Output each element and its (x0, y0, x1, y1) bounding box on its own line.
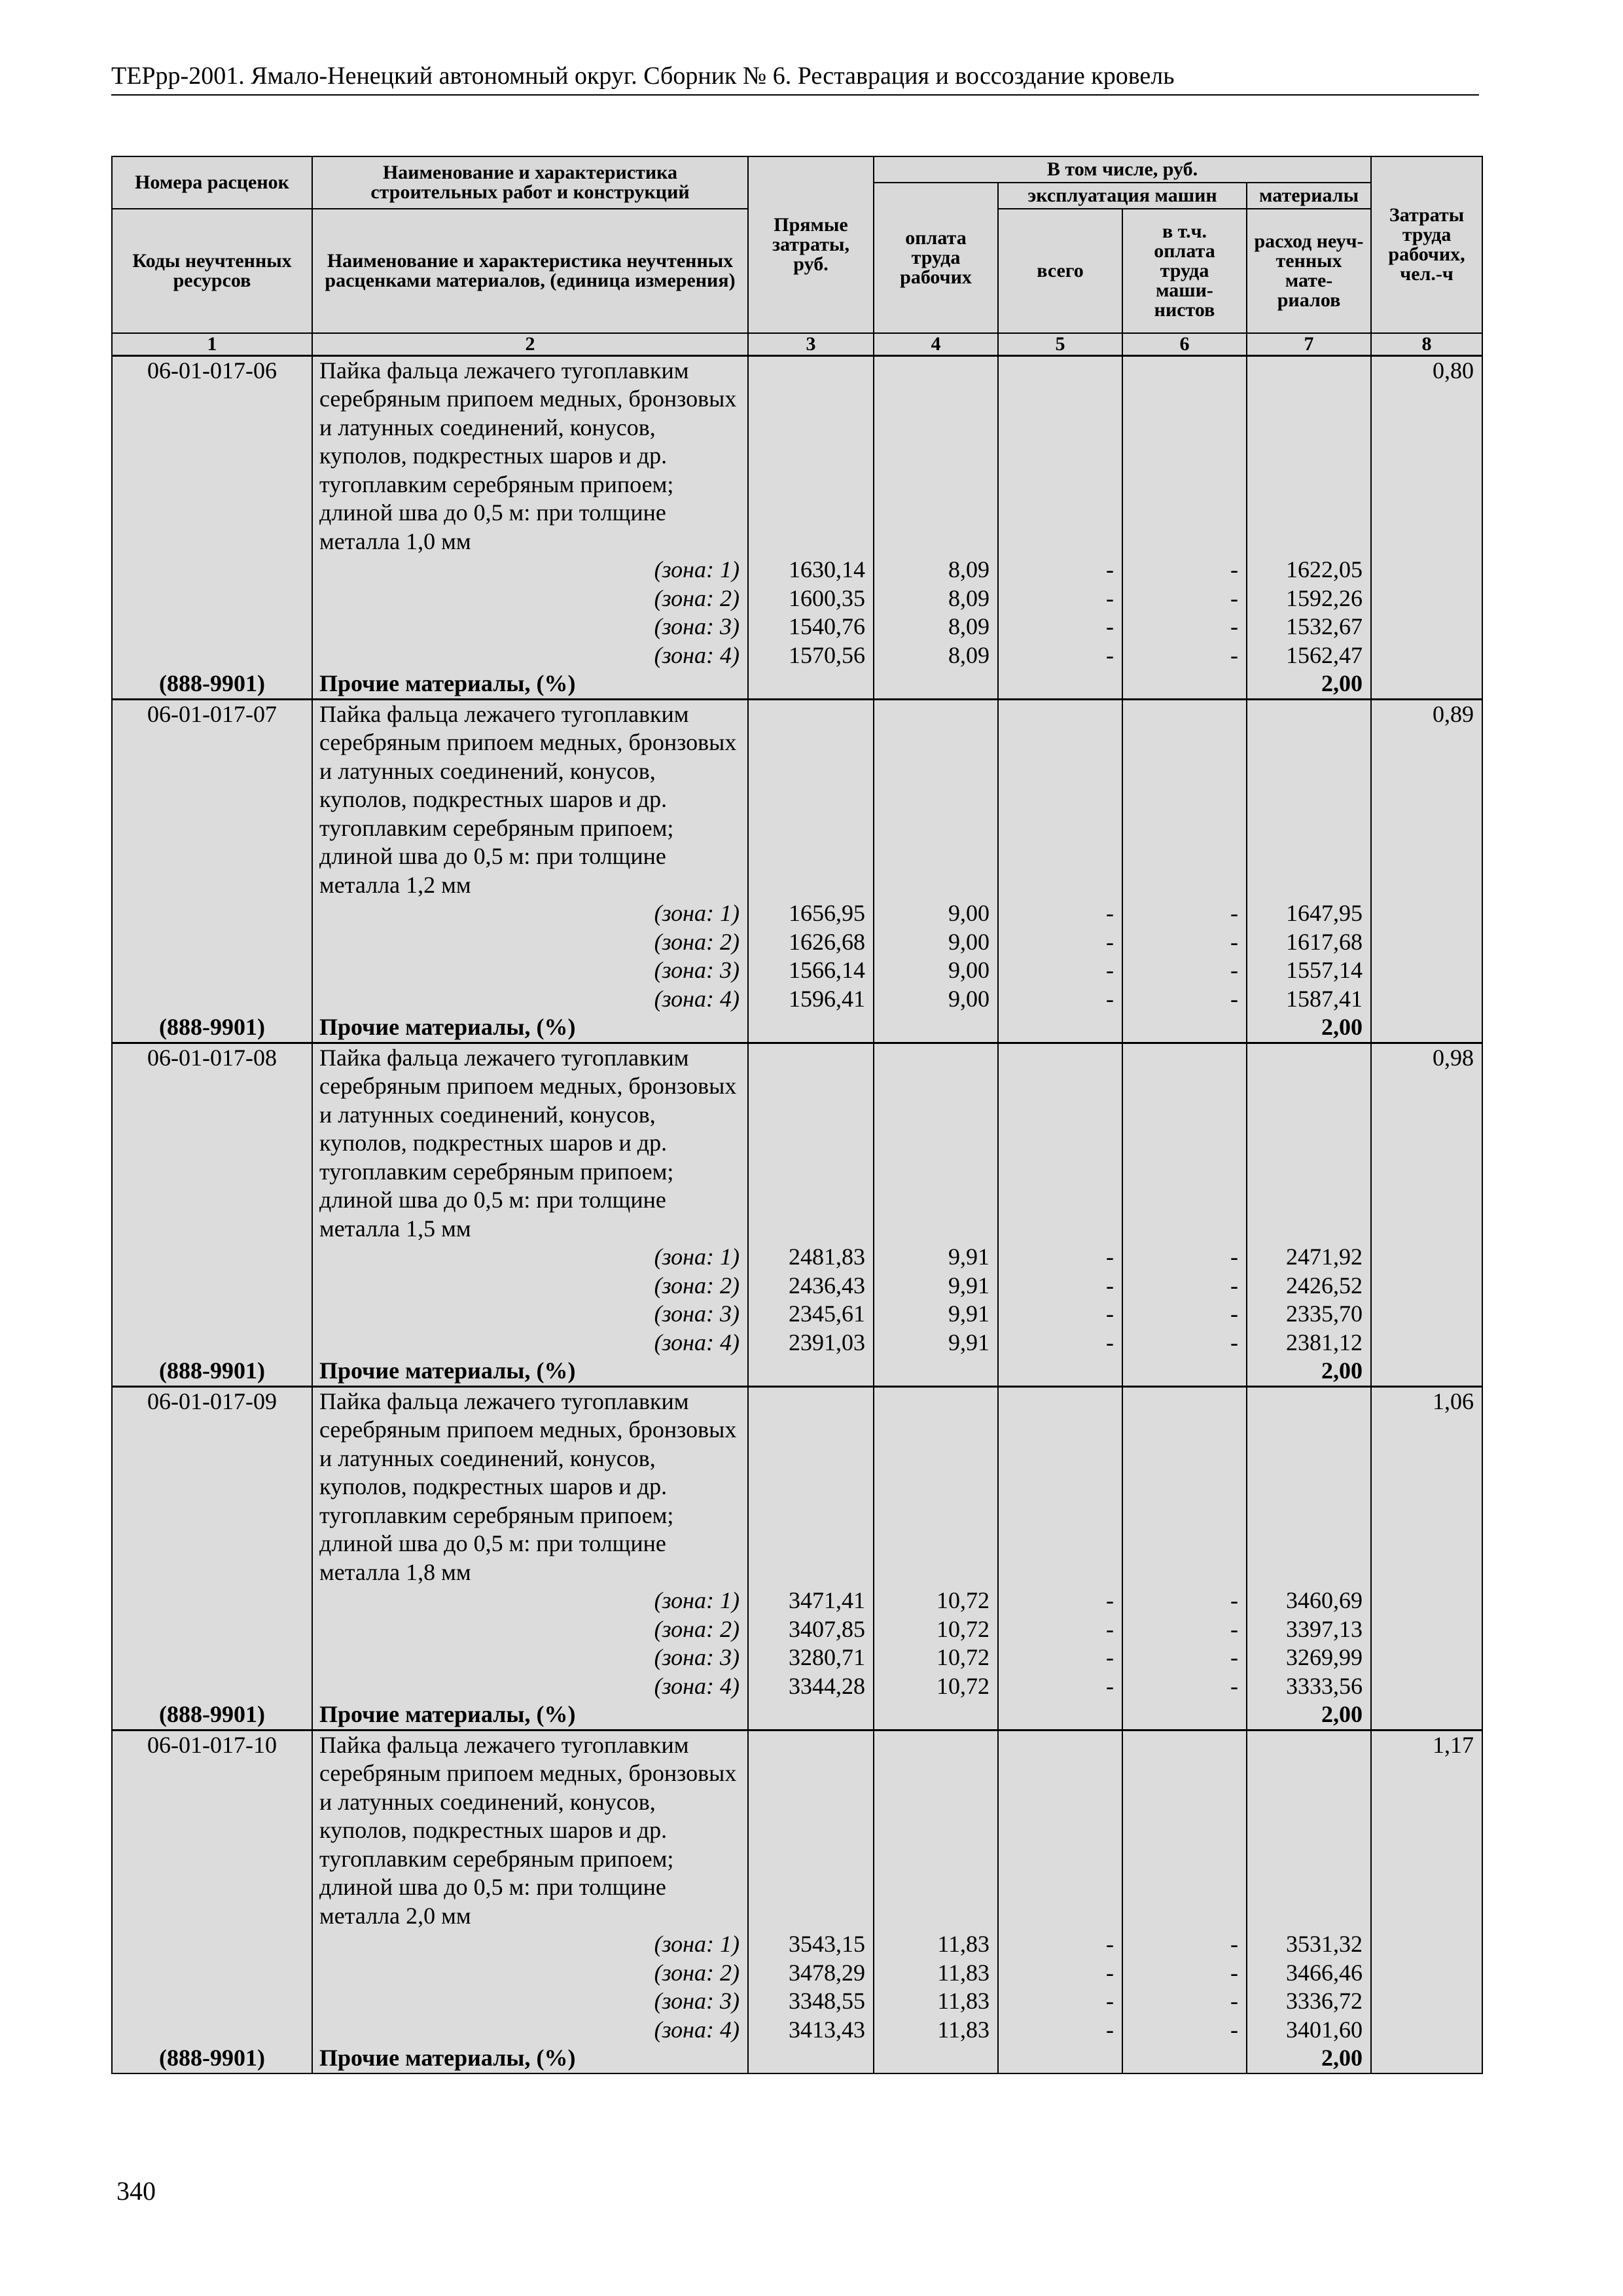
rate-code: 06-01-017-07 (112, 699, 312, 899)
empty-cell (874, 670, 998, 699)
empty-cell (1247, 1386, 1371, 1587)
materials-value: 1587,41 (1247, 985, 1371, 1014)
empty-cell (748, 1043, 874, 1243)
empty-cell (1371, 956, 1482, 985)
empty-cell (1371, 1587, 1482, 1615)
zone-label: (зона: 4) (312, 2016, 748, 2045)
materials-value: 2335,70 (1247, 1300, 1371, 1329)
empty-cell (112, 1987, 312, 2016)
zone-row (112, 2016, 1482, 2045)
empty-cell (1371, 1013, 1482, 1043)
labor-pay-value: 9,00 (874, 899, 998, 928)
empty-cell (748, 1700, 874, 1730)
empty-cell (874, 1357, 998, 1386)
zone-label: (зона: 1) (312, 1243, 748, 1272)
other-materials-row (112, 1013, 1482, 1043)
zone-label: (зона: 2) (312, 928, 748, 957)
zone-row (112, 1959, 1482, 1988)
zone-label: (зона: 2) (312, 1272, 748, 1300)
machine-total-value: - (998, 1329, 1122, 1357)
rate-description: Пайка фальца лежачего тугоплавким серебряным припоем медных, бронзовых и латунных соединений, конусов, куполов, подкрестных шаров и др. тугоплавким серебряным припоем; длиной шва до 0,5 м: при толщине металла 1,2 мм (312, 699, 748, 899)
column-index: 6 (1122, 333, 1247, 355)
page-header (111, 58, 1479, 96)
labor-pay-value: 9,00 (874, 956, 998, 985)
direct-costs-value: 1570,56 (748, 641, 874, 670)
machine-total-value: - (998, 1272, 1122, 1300)
empty-cell (1247, 699, 1371, 899)
zone-row (112, 1300, 1482, 1329)
rate-description: Пайка фальца лежачего тугоплавким серебряным припоем медных, бронзовых и латунных соединений, конусов, куполов, подкрестных шаров и др. тугоплавким серебряным припоем; длиной шва до 0,5 м: при толщине металла 1,5 мм (312, 1043, 748, 1243)
machine-total-value: - (998, 1243, 1122, 1272)
empty-cell (1371, 1357, 1482, 1386)
empty-cell (998, 1357, 1122, 1386)
empty-cell (112, 1587, 312, 1615)
labor-pay-value: 10,72 (874, 1672, 998, 1701)
labor-pay-value: 11,83 (874, 1987, 998, 2016)
empty-cell (1122, 699, 1247, 899)
rate-code: 06-01-017-10 (112, 1730, 312, 1930)
column-index: 1 (112, 333, 312, 355)
header-unaccounted-consumption: расход неуч-тенных мате-риалов (1247, 209, 1371, 333)
zone-row (112, 985, 1482, 1014)
empty-cell (1371, 1643, 1482, 1672)
empty-cell (1371, 1243, 1482, 1272)
direct-costs-value: 3407,85 (748, 1615, 874, 1644)
resource-code: (888-9901) (112, 670, 312, 699)
materials-value: 3460,69 (1247, 1587, 1371, 1615)
empty-cell (998, 355, 1122, 556)
materials-value: 3531,32 (1247, 1930, 1371, 1959)
machine-total-value: - (998, 1672, 1122, 1701)
direct-costs-value: 2345,61 (748, 1300, 874, 1329)
machinist-pay-value: - (1122, 613, 1247, 641)
machine-total-value: - (998, 1300, 1122, 1329)
rate-description: Пайка фальца лежачего тугоплавким серебряным припоем медных, бронзовых и латунных соединений, конусов, куполов, подкрестных шаров и др. тугоплавким серебряным припоем; длиной шва до 0,5 м: при толщине металла 1,8 мм (312, 1386, 748, 1587)
empty-cell (1122, 1357, 1247, 1386)
empty-cell (1371, 1300, 1482, 1329)
empty-cell (998, 670, 1122, 699)
empty-cell (1122, 670, 1247, 699)
labor-pay-value: 9,00 (874, 928, 998, 957)
materials-value: 3397,13 (1247, 1615, 1371, 1644)
direct-costs-value: 2436,43 (748, 1272, 874, 1300)
labor-costs-value: 1,06 (1371, 1386, 1482, 1587)
zone-label: (зона: 3) (312, 956, 748, 985)
empty-cell (874, 2044, 998, 2073)
machine-total-value: - (998, 641, 1122, 670)
machine-total-value: - (998, 1987, 1122, 2016)
other-materials-label: Прочие материалы, (%) (312, 2044, 748, 2073)
zone-label: (зона: 4) (312, 641, 748, 670)
machine-total-value: - (998, 1930, 1122, 1959)
collection-title: ТЕРрр-2001. Ямало-Ненецкий автономный округ. Сборник № 6. Реставрация и воссоздание кровель (111, 62, 1175, 90)
zone-row (112, 928, 1482, 957)
empty-cell (1122, 1700, 1247, 1730)
materials-value: 1617,68 (1247, 928, 1371, 957)
zone-label: (зона: 4) (312, 985, 748, 1014)
labor-costs-value: 1,17 (1371, 1730, 1482, 1930)
machine-total-value: - (998, 2016, 1122, 2045)
other-materials-row (112, 1700, 1482, 1730)
materials-value: 3401,60 (1247, 2016, 1371, 2045)
rate-entry-row (112, 1043, 1482, 1243)
zone-label: (зона: 1) (312, 1587, 748, 1615)
direct-costs-value: 1566,14 (748, 956, 874, 985)
materials-value: 1562,47 (1247, 641, 1371, 670)
machine-total-value: - (998, 1959, 1122, 1988)
header-machine-operation: эксплуатация машин (998, 183, 1247, 209)
machinist-pay-value: - (1122, 956, 1247, 985)
empty-cell (998, 699, 1122, 899)
zone-label: (зона: 2) (312, 1959, 748, 1988)
resource-code: (888-9901) (112, 1700, 312, 1730)
machinist-pay-value: - (1122, 1329, 1247, 1357)
empty-cell (112, 899, 312, 928)
direct-costs-value: 3478,29 (748, 1959, 874, 1988)
labor-pay-value: 10,72 (874, 1615, 998, 1644)
column-index: 2 (312, 333, 748, 355)
empty-cell (1371, 2044, 1482, 2073)
zone-label: (зона: 3) (312, 1300, 748, 1329)
other-materials-label: Прочие материалы, (%) (312, 670, 748, 699)
empty-cell (748, 1386, 874, 1587)
empty-cell (1371, 2016, 1482, 2045)
column-index: 7 (1247, 333, 1371, 355)
empty-cell (1247, 1730, 1371, 1930)
empty-cell (1371, 985, 1482, 1014)
machine-total-value: - (998, 1587, 1122, 1615)
empty-cell (112, 1329, 312, 1357)
direct-costs-value: 3543,15 (748, 1930, 874, 1959)
direct-costs-value: 1540,76 (748, 613, 874, 641)
other-materials-value: 2,00 (1247, 1700, 1371, 1730)
empty-cell (1371, 1959, 1482, 1988)
labor-pay-value: 8,09 (874, 641, 998, 670)
empty-cell (748, 1730, 874, 1930)
machine-total-value: - (998, 556, 1122, 584)
labor-costs-value: 0,89 (1371, 699, 1482, 899)
machine-total-value: - (998, 928, 1122, 957)
zone-label: (зона: 2) (312, 584, 748, 613)
empty-cell (1371, 1930, 1482, 1959)
empty-cell (1371, 1329, 1482, 1357)
empty-cell (748, 355, 874, 556)
machine-total-value: - (998, 1643, 1122, 1672)
empty-cell (1122, 1730, 1247, 1930)
machinist-pay-value: - (1122, 899, 1247, 928)
empty-cell (112, 2016, 312, 2045)
header-resource-codes: Коды неучтенных ресурсов (112, 209, 312, 333)
machinist-pay-value: - (1122, 641, 1247, 670)
header-labor-pay: оплата труда рабочих (874, 183, 998, 333)
labor-pay-value: 8,09 (874, 584, 998, 613)
rate-entry-row (112, 355, 1482, 556)
direct-costs-value: 3413,43 (748, 2016, 874, 2045)
other-materials-value: 2,00 (1247, 670, 1371, 699)
zone-label: (зона: 1) (312, 1930, 748, 1959)
header-including: В том числе, руб. (874, 156, 1371, 183)
zone-row (112, 613, 1482, 641)
zone-row (112, 1987, 1482, 2016)
machinist-pay-value: - (1122, 1672, 1247, 1701)
header-direct-costs: Прямые затраты, руб. (748, 156, 874, 333)
machinist-pay-value: - (1122, 1987, 1247, 2016)
labor-pay-value: 10,72 (874, 1587, 998, 1615)
other-materials-row (112, 670, 1482, 699)
resource-code: (888-9901) (112, 1357, 312, 1386)
zone-row (112, 1672, 1482, 1701)
empty-cell (1122, 355, 1247, 556)
zone-row (112, 556, 1482, 584)
machine-total-value: - (998, 584, 1122, 613)
direct-costs-value: 3471,41 (748, 1587, 874, 1615)
column-index: 4 (874, 333, 998, 355)
empty-cell (1371, 899, 1482, 928)
empty-cell (1122, 2044, 1247, 2073)
empty-cell (1371, 1272, 1482, 1300)
empty-cell (874, 355, 998, 556)
materials-value: 1622,05 (1247, 556, 1371, 584)
column-index-row (112, 333, 1482, 355)
other-materials-value: 2,00 (1247, 1013, 1371, 1043)
zone-row (112, 956, 1482, 985)
materials-value: 1647,95 (1247, 899, 1371, 928)
other-materials-label: Прочие материалы, (%) (312, 1700, 748, 1730)
empty-cell (1371, 613, 1482, 641)
direct-costs-value: 1626,68 (748, 928, 874, 957)
materials-value: 2381,12 (1247, 1329, 1371, 1357)
empty-cell (1122, 1386, 1247, 1587)
direct-costs-value: 1596,41 (748, 985, 874, 1014)
empty-cell (112, 641, 312, 670)
direct-costs-value: 2391,03 (748, 1329, 874, 1357)
empty-cell (112, 1300, 312, 1329)
zone-row (112, 1587, 1482, 1615)
machine-total-value: - (998, 613, 1122, 641)
empty-cell (874, 1013, 998, 1043)
direct-costs-value: 3344,28 (748, 1672, 874, 1701)
zone-label: (зона: 3) (312, 1987, 748, 2016)
materials-value: 3466,46 (1247, 1959, 1371, 1988)
machinist-pay-value: - (1122, 1930, 1247, 1959)
header-unaccounted-materials: Наименование и характеристика неучтенных расценками материалов, (единица измерения) (312, 209, 748, 333)
empty-cell (1371, 1700, 1482, 1730)
header-labor-costs: Затраты труда рабочих, чел.-ч (1371, 156, 1482, 333)
machinist-pay-value: - (1122, 1272, 1247, 1300)
labor-pay-value: 8,09 (874, 556, 998, 584)
rate-code: 06-01-017-08 (112, 1043, 312, 1243)
column-index: 3 (748, 333, 874, 355)
header-machinist-pay: в т.ч. оплата труда маши-нистов (1122, 209, 1247, 333)
empty-cell (1371, 641, 1482, 670)
empty-cell (112, 1672, 312, 1701)
machinist-pay-value: - (1122, 1243, 1247, 1272)
rates-table-container (111, 156, 1482, 2074)
empty-cell (1371, 1615, 1482, 1644)
empty-cell (748, 1357, 874, 1386)
empty-cell (1122, 1013, 1247, 1043)
machine-total-value: - (998, 1615, 1122, 1644)
machinist-pay-value: - (1122, 1959, 1247, 1988)
rate-entry-row (112, 1730, 1482, 1930)
resource-code: (888-9901) (112, 1013, 312, 1043)
machine-total-value: - (998, 899, 1122, 928)
materials-value: 1557,14 (1247, 956, 1371, 985)
header-materials: материалы (1247, 183, 1371, 209)
materials-value: 1592,26 (1247, 584, 1371, 613)
labor-costs-value: 0,80 (1371, 355, 1482, 556)
machinist-pay-value: - (1122, 928, 1247, 957)
direct-costs-value: 3348,55 (748, 1987, 874, 2016)
page-number: 340 (116, 2176, 156, 2206)
direct-costs-value: 1600,35 (748, 584, 874, 613)
materials-value: 3333,56 (1247, 1672, 1371, 1701)
header-machine-total: всего (998, 209, 1122, 333)
labor-pay-value: 8,09 (874, 613, 998, 641)
other-materials-row (112, 1357, 1482, 1386)
empty-cell (998, 1730, 1122, 1930)
zone-row (112, 1930, 1482, 1959)
zone-label: (зона: 3) (312, 1643, 748, 1672)
zone-label: (зона: 2) (312, 1615, 748, 1644)
empty-cell (112, 1643, 312, 1672)
direct-costs-value: 3280,71 (748, 1643, 874, 1672)
labor-pay-value: 11,83 (874, 1959, 998, 1988)
machinist-pay-value: - (1122, 1587, 1247, 1615)
empty-cell (112, 956, 312, 985)
empty-cell (874, 1386, 998, 1587)
empty-cell (1371, 584, 1482, 613)
empty-cell (112, 1930, 312, 1959)
empty-cell (1247, 1043, 1371, 1243)
rates-table (111, 156, 1483, 2074)
machinist-pay-value: - (1122, 584, 1247, 613)
empty-cell (1371, 556, 1482, 584)
empty-cell (874, 1043, 998, 1243)
empty-cell (112, 1615, 312, 1644)
zone-label: (зона: 4) (312, 1329, 748, 1357)
labor-pay-value: 9,91 (874, 1329, 998, 1357)
empty-cell (112, 556, 312, 584)
materials-value: 3336,72 (1247, 1987, 1371, 2016)
zone-row (112, 899, 1482, 928)
empty-cell (112, 985, 312, 1014)
empty-cell (1371, 1672, 1482, 1701)
empty-cell (1122, 1043, 1247, 1243)
table-body (112, 355, 1482, 2073)
machinist-pay-value: - (1122, 556, 1247, 584)
empty-cell (748, 670, 874, 699)
machine-total-value: - (998, 956, 1122, 985)
labor-pay-value: 11,83 (874, 1930, 998, 1959)
empty-cell (998, 1386, 1122, 1587)
empty-cell (1371, 928, 1482, 957)
rate-code: 06-01-017-09 (112, 1386, 312, 1587)
empty-cell (112, 1272, 312, 1300)
machinist-pay-value: - (1122, 1300, 1247, 1329)
direct-costs-value: 1630,14 (748, 556, 874, 584)
empty-cell (112, 613, 312, 641)
empty-cell (998, 1043, 1122, 1243)
empty-cell (112, 1959, 312, 1988)
empty-cell (748, 699, 874, 899)
labor-pay-value: 9,91 (874, 1300, 998, 1329)
zone-row (112, 641, 1482, 670)
rate-description: Пайка фальца лежачего тугоплавким серебряным припоем медных, бронзовых и латунных соединений, конусов, куполов, подкрестных шаров и др. тугоплавким серебряным припоем; длиной шва до 0,5 м: при толщине металла 1,0 мм (312, 355, 748, 556)
labor-costs-value: 0,98 (1371, 1043, 1482, 1243)
other-materials-row (112, 2044, 1482, 2073)
empty-cell (748, 1013, 874, 1043)
zone-row (112, 1243, 1482, 1272)
empty-cell (874, 699, 998, 899)
direct-costs-value: 2481,83 (748, 1243, 874, 1272)
labor-pay-value: 9,91 (874, 1243, 998, 1272)
other-materials-label: Прочие материалы, (%) (312, 1357, 748, 1386)
zone-label: (зона: 1) (312, 556, 748, 584)
labor-pay-value: 11,83 (874, 2016, 998, 2045)
zone-row (112, 584, 1482, 613)
table-header (112, 156, 1482, 355)
empty-cell (112, 1243, 312, 1272)
column-index: 5 (998, 333, 1122, 355)
empty-cell (874, 1730, 998, 1930)
other-materials-label: Прочие материалы, (%) (312, 1013, 748, 1043)
empty-cell (112, 584, 312, 613)
labor-pay-value: 9,91 (874, 1272, 998, 1300)
rate-entry-row (112, 1386, 1482, 1587)
header-works-name: Наименование и характеристика строительных работ и конструкций (312, 156, 748, 209)
resource-code: (888-9901) (112, 2044, 312, 2073)
materials-value: 2471,92 (1247, 1243, 1371, 1272)
direct-costs-value: 1656,95 (748, 899, 874, 928)
machine-total-value: - (998, 985, 1122, 1014)
zone-row (112, 1615, 1482, 1644)
zone-row (112, 1329, 1482, 1357)
machinist-pay-value: - (1122, 985, 1247, 1014)
empty-cell (998, 1013, 1122, 1043)
zone-row (112, 1643, 1482, 1672)
materials-value: 1532,67 (1247, 613, 1371, 641)
materials-value: 3269,99 (1247, 1643, 1371, 1672)
header-rate-numbers: Номера расценок (112, 156, 312, 209)
materials-value: 2426,52 (1247, 1272, 1371, 1300)
empty-cell (1247, 355, 1371, 556)
rate-entry-row (112, 699, 1482, 899)
empty-cell (998, 1700, 1122, 1730)
empty-cell (1371, 1987, 1482, 2016)
rate-code: 06-01-017-06 (112, 355, 312, 556)
empty-cell (1371, 670, 1482, 699)
machinist-pay-value: - (1122, 2016, 1247, 2045)
machinist-pay-value: - (1122, 1643, 1247, 1672)
machinist-pay-value: - (1122, 1615, 1247, 1644)
empty-cell (112, 928, 312, 957)
zone-label: (зона: 4) (312, 1672, 748, 1701)
labor-pay-value: 10,72 (874, 1643, 998, 1672)
zone-label: (зона: 1) (312, 899, 748, 928)
other-materials-value: 2,00 (1247, 2044, 1371, 2073)
rate-description: Пайка фальца лежачего тугоплавким серебряным припоем медных, бронзовых и латунных соединений, конусов, куполов, подкрестных шаров и др. тугоплавким серебряным припоем; длиной шва до 0,5 м: при толщине металла 2,0 мм (312, 1730, 748, 1930)
zone-row (112, 1272, 1482, 1300)
column-index: 8 (1371, 333, 1482, 355)
empty-cell (998, 2044, 1122, 2073)
other-materials-value: 2,00 (1247, 1357, 1371, 1386)
empty-cell (874, 1700, 998, 1730)
empty-cell (748, 2044, 874, 2073)
labor-pay-value: 9,00 (874, 985, 998, 1014)
zone-label: (зона: 3) (312, 613, 748, 641)
